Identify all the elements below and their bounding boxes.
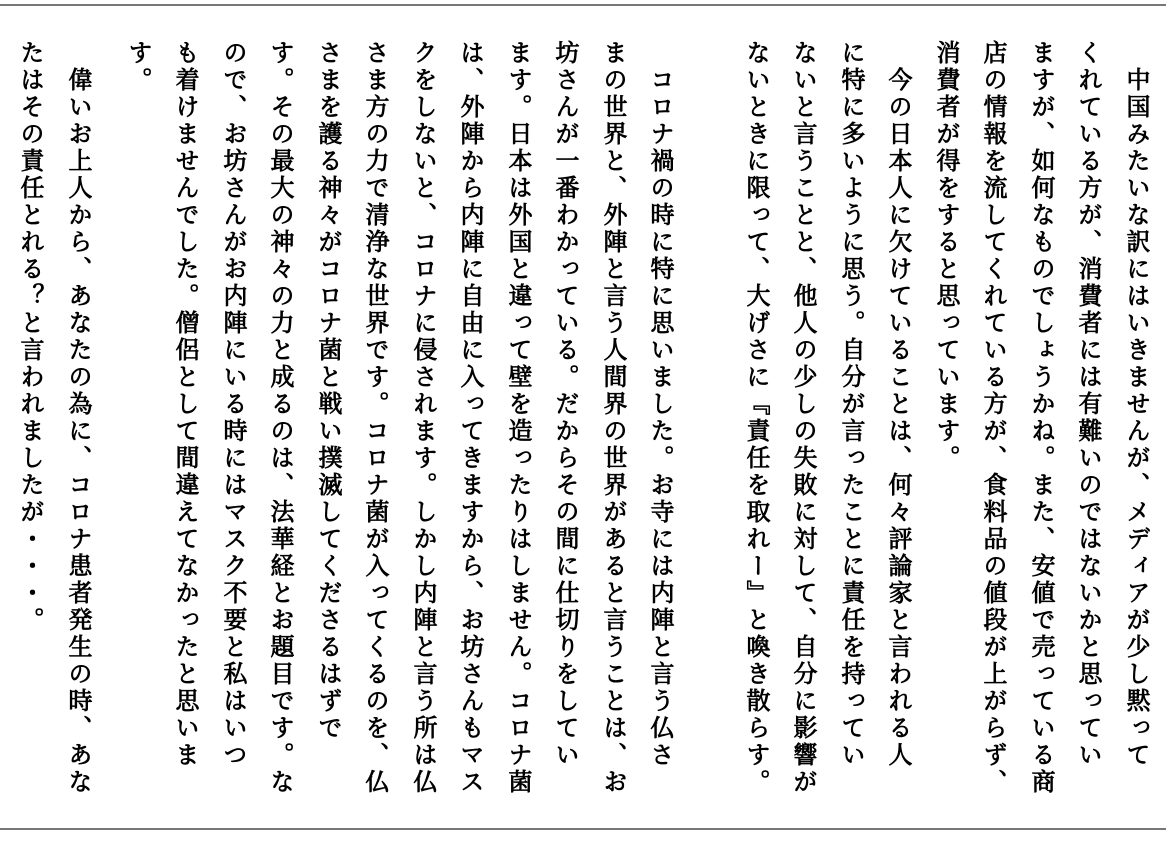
text-column-7: に特に多いように思う。自分が言ったことに責任を持ってい: [837, 40, 865, 769]
text-column-8: ないと言うことと、他人の少しの失敗に対して、自分に影響が: [789, 40, 817, 796]
text-column-22: 偉いお上人から、あなたの為に、コロナ患者発生の時、あな: [64, 40, 92, 796]
text-column-20: も着けませんでした。僧侶として間違えてなかったと思いま: [171, 40, 199, 769]
text-column-3: ますが、如何なものでしょうかね。また、安値で売っている商: [1027, 40, 1055, 796]
text-column-9: ないときに限って、大げさに『責任を取れー』と喚き散らす。: [742, 40, 770, 796]
text-column-12: 坊さんが一番わかっている。だからその間に仕切りをしてい: [551, 40, 579, 769]
text-column-1: 中国みたいな訳にはいきませんが、メディアが少し黙って: [1122, 40, 1150, 769]
text-column-10: コロナ禍の時に特に思いました。お寺には内陣と言う仏さ: [646, 40, 674, 769]
text-column-23: たはその責任とれる？と言われましたが・・・。: [16, 40, 44, 634]
text-column-17: さまを護る神々がコロナ菌と戦い撲滅してくださるはずで: [314, 40, 342, 742]
text-column-4: 店の情報を流してくれている方が、食料品の値段が上がらず、: [979, 40, 1007, 796]
text-column-13: ます。日本は外国と違って壁を造ったりはしません。コロナ菌: [504, 40, 532, 796]
text-column-19: ので、お坊さんがお内陣にいる時にはマスク不要と私はいつ: [219, 40, 247, 769]
text-column-21: す。: [124, 40, 152, 94]
text-column-16: さま方の力で清浄な世界です。コロナ菌が入ってくるのを、仏: [361, 40, 389, 796]
text-column-18: す。その最大の神々の力と成るのは、法華経とお題目です。な: [266, 40, 294, 796]
text-column-14: は、外陣から内陣に自由に入ってきますから、お坊さんもマス: [456, 40, 484, 796]
text-column-15: クをしないと、コロナに侵されます。しかし内陣と言う所は仏: [409, 40, 437, 796]
text-column-11: まの世界と、外陣と言う人間界の世界があると言うことは、お: [599, 40, 627, 796]
bottom-rule: [0, 828, 1166, 830]
top-rule: [0, 4, 1166, 6]
text-column-2: くれている方が、消費者には有難いのではないかと思ってい: [1074, 40, 1102, 769]
text-column-5: 消費者が得をすると思っています。: [932, 40, 960, 472]
text-column-6: 今の日本人に欠けていることは、何々評論家と言われる人: [884, 40, 912, 769]
